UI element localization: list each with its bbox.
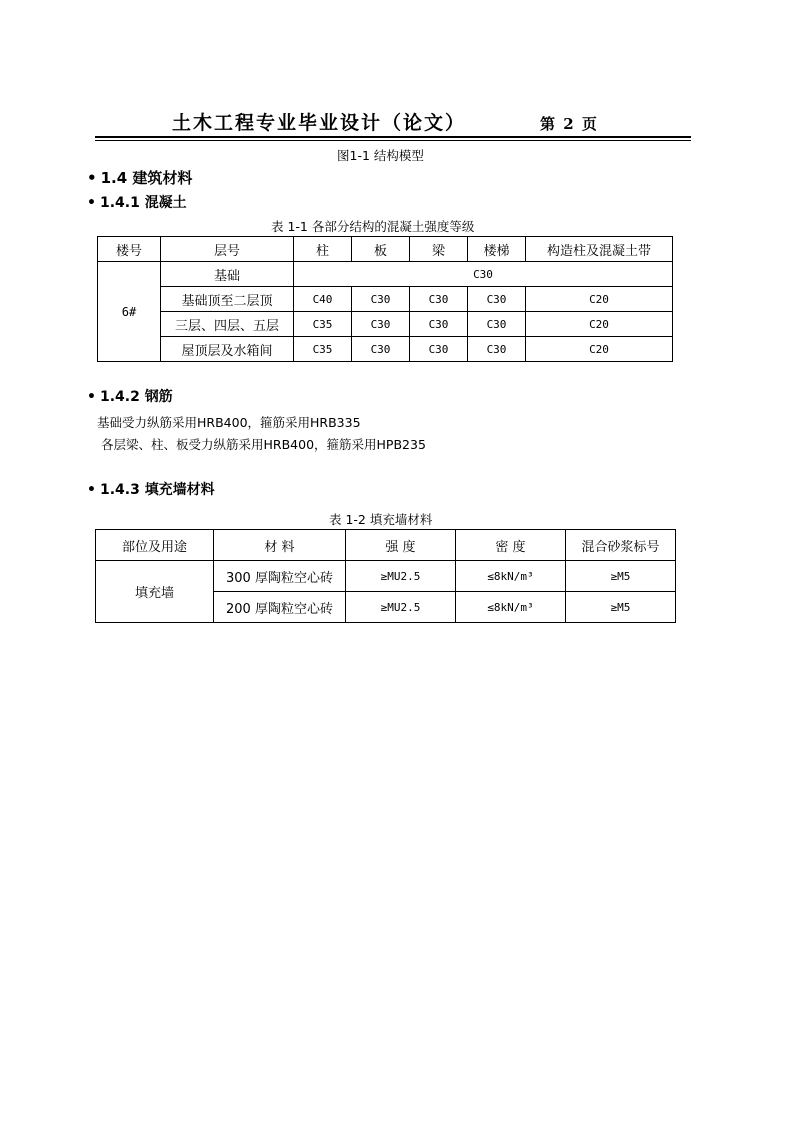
table-header-cell: 混合砂浆标号: [566, 530, 676, 561]
page-number: 第 2 页: [540, 115, 597, 133]
building-number-cell: 6#: [98, 262, 161, 362]
grade-cell: C20: [526, 312, 673, 337]
floor-cell: 三层、四层、五层: [161, 312, 294, 337]
table-header-cell: 梁: [410, 237, 468, 262]
table-header-row: [98, 237, 673, 262]
figure-caption: 图1-1 结构模型: [337, 148, 424, 163]
section-heading-1-4: [87, 167, 192, 188]
grade-cell: C30: [468, 337, 526, 362]
table-row: [96, 561, 676, 592]
section-title: 1.4.2 钢筋: [99, 389, 173, 405]
table-row: [98, 312, 673, 337]
infill-wall-table: [95, 529, 676, 623]
grade-cell: C30: [352, 337, 410, 362]
section-title: 1.4 建筑材料: [100, 169, 193, 187]
table-header-row: [96, 530, 676, 561]
grade-cell: C30: [468, 287, 526, 312]
section-title: 1.4.3 填充墙材料: [99, 482, 215, 498]
section-heading-1-4-3: [87, 479, 215, 499]
section-heading-1-4-2: [87, 386, 173, 406]
section-heading-1-4-1: [87, 192, 187, 212]
density-cell: ≤8kN/m³: [456, 592, 566, 623]
location-cell: 填充墙: [96, 561, 214, 623]
table-header-cell: 板: [352, 237, 410, 262]
grade-cell: C35: [294, 337, 352, 362]
table-header-cell: 部位及用途: [96, 530, 214, 561]
rebar-line-1: 基础受力纵筋采用HRB400，箍筋采用HRB335: [97, 415, 361, 430]
grade-cell: C30: [410, 312, 468, 337]
floor-cell: 基础顶至二层顶: [161, 287, 294, 312]
table-header-cell: 楼梯: [468, 237, 526, 262]
document-header-title: 土木工程专业毕业设计（论文）: [172, 112, 467, 134]
merged-grade-cell: C30: [294, 262, 673, 287]
table-header-cell: 构造柱及混凝土带: [526, 237, 673, 262]
rebar-line-2: 各层梁、柱、板受力纵筋采用HRB400，箍筋采用HPB235: [101, 437, 426, 452]
header-rule-thin: [95, 140, 691, 141]
table-row: [98, 262, 673, 287]
concrete-grade-table: [97, 236, 673, 362]
grade-cell: C30: [410, 287, 468, 312]
table-row: [98, 337, 673, 362]
table-header-cell: 层号: [161, 237, 294, 262]
grade-cell: C30: [352, 312, 410, 337]
grade-cell: C30: [410, 337, 468, 362]
table-header-cell: 柱: [294, 237, 352, 262]
floor-cell: 屋顶层及水箱间: [161, 337, 294, 362]
header-rule-thick: [95, 136, 691, 138]
grade-cell: C35: [294, 312, 352, 337]
table-header-cell: 楼号: [98, 237, 161, 262]
table1-caption: 表 1-1 各部分结构的混凝土强度等级: [271, 219, 475, 234]
mortar-cell: ≥M5: [566, 592, 676, 623]
strength-cell: ≥MU2.5: [346, 592, 456, 623]
grade-cell: C20: [526, 287, 673, 312]
grade-cell: C30: [468, 312, 526, 337]
density-cell: ≤8kN/m³: [456, 561, 566, 592]
material-cell: 300 厚陶粒空心砖: [214, 561, 346, 592]
bullet-icon: •: [87, 389, 96, 405]
bullet-icon: •: [87, 482, 96, 498]
grade-cell: C30: [352, 287, 410, 312]
table-row: [98, 287, 673, 312]
table-header-cell: 材 料: [214, 530, 346, 561]
table2-caption: 表 1-2 填充墙材料: [329, 512, 433, 527]
material-cell: 200 厚陶粒空心砖: [214, 592, 346, 623]
floor-cell: 基础: [161, 262, 294, 287]
bullet-icon: •: [87, 195, 96, 211]
bullet-icon: •: [87, 169, 97, 187]
mortar-cell: ≥M5: [566, 561, 676, 592]
table-header-cell: 强 度: [346, 530, 456, 561]
grade-cell: C20: [526, 337, 673, 362]
table-header-cell: 密 度: [456, 530, 566, 561]
strength-cell: ≥MU2.5: [346, 561, 456, 592]
grade-cell: C40: [294, 287, 352, 312]
section-title: 1.4.1 混凝土: [99, 195, 187, 211]
